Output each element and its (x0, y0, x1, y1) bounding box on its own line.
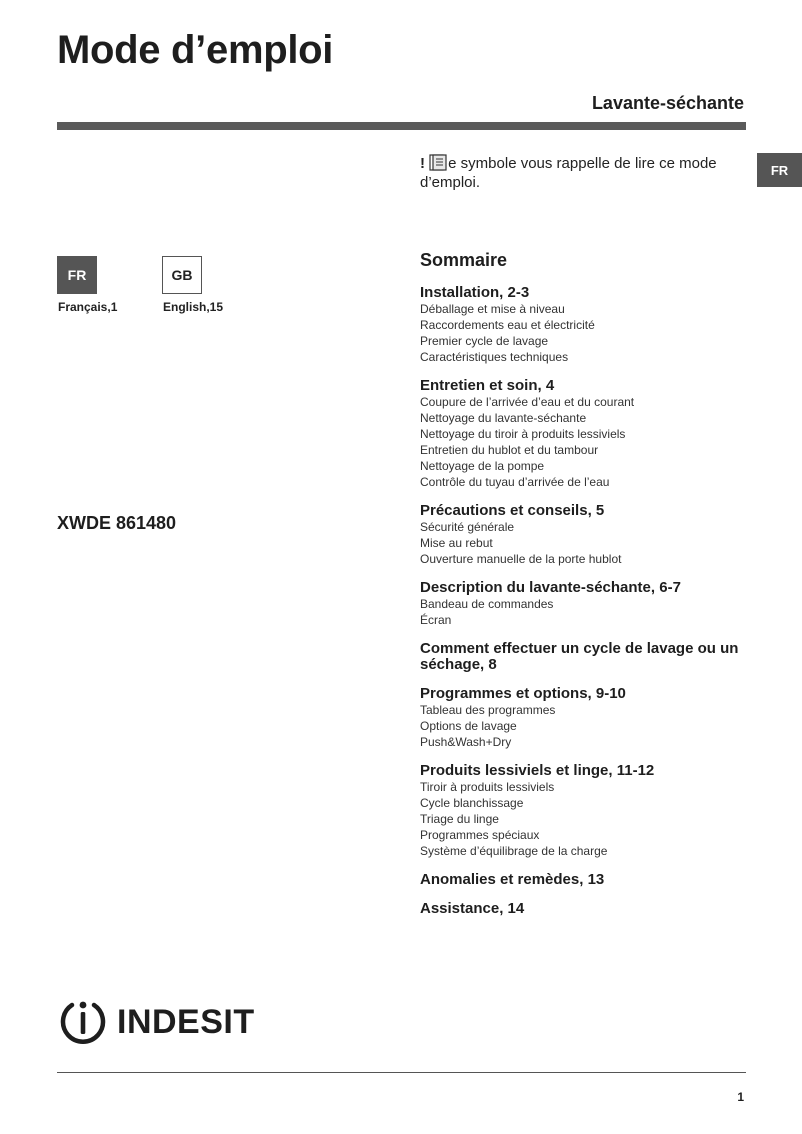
footer-rule (57, 1072, 746, 1073)
brand-name: INDESIT (117, 1002, 255, 1041)
header-rule (57, 122, 746, 130)
toc-item: Tableau des programmes (420, 703, 556, 717)
toc-heading: Produits lessiviels et linge, 11-12 (420, 762, 655, 779)
toc-item: Système d’équilibrage de la charge (420, 844, 608, 858)
toc-heading: Anomalies et remèdes, 13 (420, 871, 605, 888)
toc-section (420, 901, 760, 917)
brand-logo (57, 996, 255, 1048)
toc-item: Contrôle du tuyau d’arrivée de l’eau (420, 475, 610, 489)
toc-item: Nettoyage du tiroir à produits lessiviels (420, 427, 626, 441)
toc-heading: Entretien et soin, 4 (420, 377, 555, 394)
toc-heading: Précautions et conseils, 5 (420, 502, 605, 519)
toc-item: Sécurité générale (420, 520, 515, 534)
toc-item: Push&Wash+Dry (420, 735, 512, 749)
toc-item: Déballage et mise à niveau (420, 302, 565, 316)
toc-heading: Comment effectuer un cycle de lavage ou un séchage, 8 (420, 640, 739, 673)
toc-heading: Installation, 2-3 (420, 284, 530, 301)
toc-item: Mise au rebut (420, 536, 493, 550)
toc-item: Ouverture manuelle de la porte hublot (420, 552, 622, 566)
note-text: e symbole vous rappelle de lire ce mode d’emploi. (420, 155, 717, 191)
toc-item: Bandeau de commandes (420, 597, 554, 611)
toc-section (420, 503, 760, 567)
read-manual-note (420, 154, 720, 192)
toc-section (420, 378, 760, 490)
toc-heading: Programmes et options, 9-10 (420, 685, 626, 702)
toc-item: Tiroir à produits lessiviels (420, 780, 555, 794)
toc-title: Sommaire (420, 250, 508, 270)
table-of-contents (420, 250, 760, 930)
toc-item: Nettoyage de la pompe (420, 459, 545, 473)
toc-item: Cycle blanchissage (420, 796, 524, 810)
toc-section (420, 641, 760, 673)
indesit-logo-icon (57, 996, 109, 1048)
warning-mark: ! (420, 155, 425, 172)
page-number: 1 (737, 1090, 744, 1104)
toc-item: Options de lavage (420, 719, 517, 733)
product-type-subtitle: Lavante-séchante (591, 93, 744, 113)
toc-section (420, 285, 760, 365)
toc-section (420, 580, 760, 628)
toc-item: Entretien du hublot et du tambour (420, 443, 599, 457)
toc-section (420, 872, 760, 888)
toc-item: Triage du linge (420, 812, 499, 826)
language-side-tab: FR (757, 153, 802, 187)
language-box-fr: FR (57, 256, 97, 294)
toc-heading: Description du lavante-séchante, 6-7 (420, 579, 681, 596)
toc-item: Écran (420, 613, 452, 627)
toc-item: Premier cycle de lavage (420, 334, 549, 348)
toc-item: Raccordements eau et électricité (420, 318, 595, 332)
toc-heading: Assistance, 14 (420, 900, 525, 917)
toc-item: Caractéristiques techniques (420, 350, 569, 364)
toc-section (420, 686, 760, 750)
toc-item: Programmes spéciaux (420, 828, 540, 842)
book-icon (429, 154, 447, 171)
toc-section (420, 763, 760, 859)
page-title: Mode d’emploi (57, 28, 334, 72)
toc-item: Coupure de l’arrivée d’eau et du courant (420, 395, 635, 409)
language-label-fr: Français,1 (58, 300, 118, 314)
model-number: XWDE 861480 (57, 513, 177, 533)
language-label-gb: English,15 (163, 300, 224, 314)
toc-item: Nettoyage du lavante-séchante (420, 411, 587, 425)
language-box-gb: GB (162, 256, 202, 294)
